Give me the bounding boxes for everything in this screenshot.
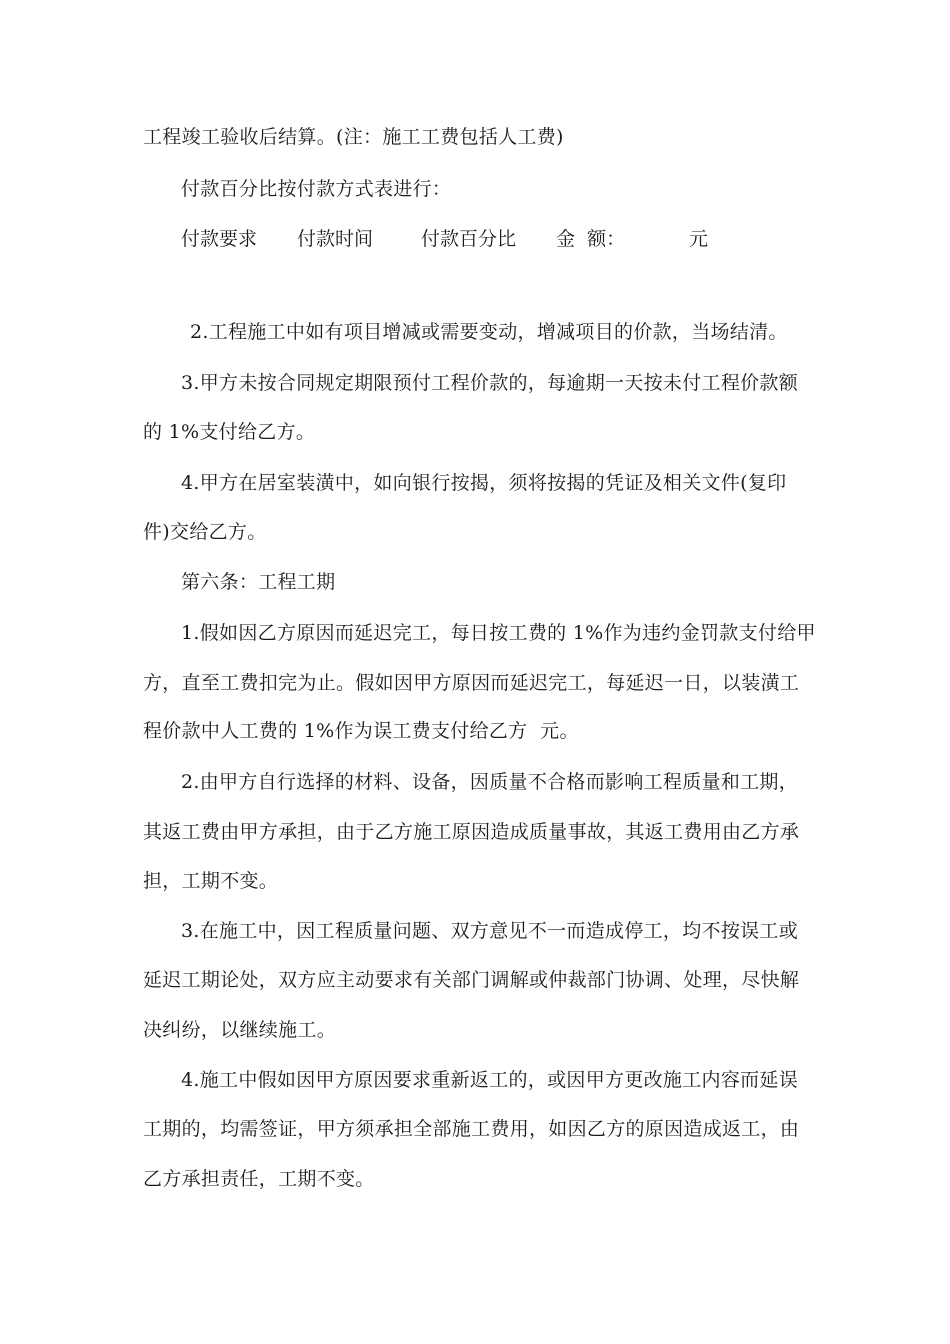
text-line: 其返工费由甲方承担，由于乙方施工原因造成质量事故，其返工费用由乙方承: [143, 821, 800, 843]
payment-table-header-unit: 元: [689, 228, 709, 250]
text-line: 2.由甲方自行选择的材料、设备，因质量不合格而影响工程质量和工期，: [181, 771, 799, 793]
text-line: 程价款中人工费的 1%作为误工费支付给乙方 元。: [143, 720, 579, 742]
text-line: 件)交给乙方。: [143, 521, 267, 543]
payment-table-header-amount: 金 额：: [556, 228, 626, 250]
text-line: 3.甲方未按合同规定期限预付工程价款的，每逾期一天按未付工程价款额: [181, 372, 799, 394]
text-line: 付款百分比按付款方式表进行：: [181, 178, 452, 200]
text-line: 工程竣工验收后结算。(注：施工工费包括人工费): [143, 126, 564, 148]
text-line: 4.施工中假如因甲方原因要求重新返工的，或因甲方更改施工内容而延误: [181, 1069, 799, 1091]
text-line: 决纠纷，以继续施工。: [143, 1019, 337, 1041]
text-line: 2.工程施工中如有项目增减或需要变动，增减项目的价款，当场结清。: [190, 321, 788, 343]
text-line: 乙方承担责任，工期不变。: [143, 1168, 375, 1190]
text-line: 1.假如因乙方原因而延迟完工，每日按工费的 1%作为违约金罚款支付给甲: [181, 622, 816, 644]
text-line: 4.甲方在居室装潢中，如向银行按揭，须将按揭的凭证及相关文件(复印: [181, 472, 787, 494]
text-line: 担，工期不变。: [143, 870, 279, 892]
payment-table-header-time: 付款时间: [297, 228, 374, 250]
text-line: 方，直至工费扣完为止。假如因甲方原因而延迟完工，每延迟一日，以装潢工: [143, 672, 800, 694]
section-heading: 第六条：工程工期: [181, 571, 336, 593]
text-line: 工期的，均需签证，甲方须承担全部施工费用，如因乙方的原因造成返工，由: [143, 1118, 800, 1140]
payment-table-header-percentage: 付款百分比: [421, 228, 517, 250]
payment-table-header-requirement: 付款要求: [181, 228, 258, 250]
text-line: 3.在施工中，因工程质量问题、双方意见不一而造成停工，均不按误工或: [181, 920, 799, 942]
text-line: 的 1%支付给乙方。: [143, 421, 316, 443]
text-line: 延迟工期论处，双方应主动要求有关部门调解或仲裁部门协调、处理，尽快解: [143, 969, 800, 991]
